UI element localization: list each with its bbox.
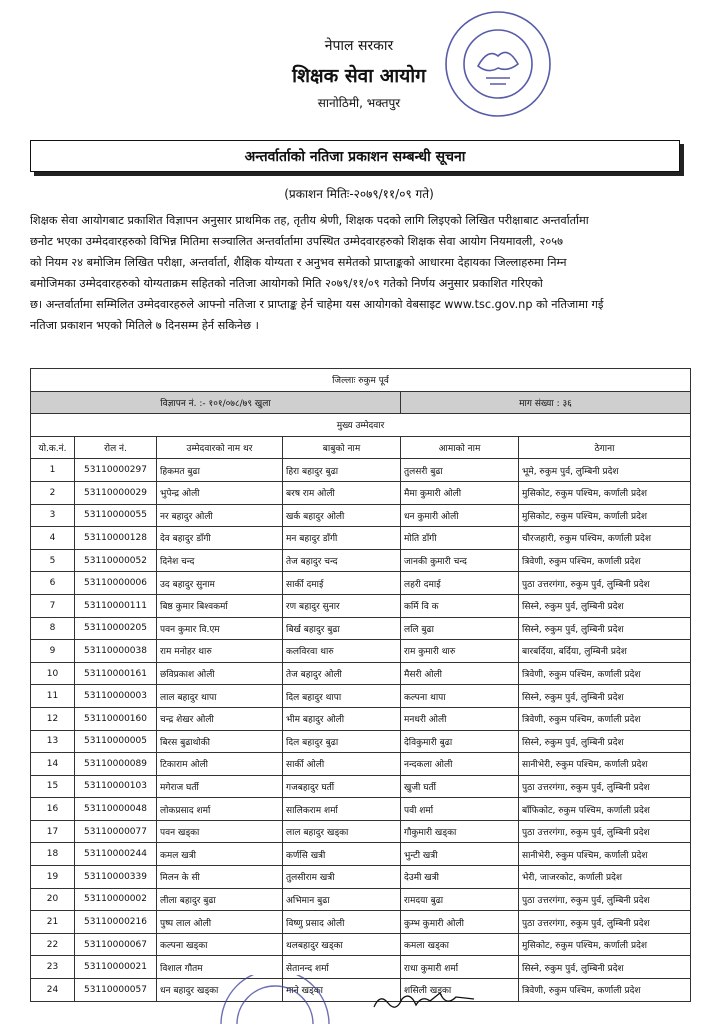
serial-cell: 6 (31, 572, 75, 595)
serial-cell: 11 (31, 685, 75, 708)
serial-cell: 5 (31, 549, 75, 572)
address-cell: बाँफिकोट, रुकुम पश्चिम, कर्णाली प्रदेश (519, 798, 691, 821)
paragraph-line: को नियम २४ बमोजिम लिखित परीक्षा, अन्तर्वार्ता, शैक्षिक योग्यता र अनुभव समेतको प्राप्ताङ्कको आधारमा देहायका जिल्लाहरुमा निम्न (30, 256, 567, 269)
candidate-name-cell: मिलन के सी (157, 866, 283, 889)
table-row (31, 911, 691, 934)
father-name-cell: गजबहादुर घर्ती (283, 775, 401, 798)
serial-cell: 12 (31, 707, 75, 730)
table-row (31, 685, 691, 708)
father-name-cell: कर्णसि खत्री (283, 843, 401, 866)
table-row (31, 549, 691, 572)
column-header: आमाको नाम (401, 436, 519, 459)
candidate-name-cell: बिरस बुढाथोकी (157, 730, 283, 753)
father-name-cell: दिल बहादुर बुढा (283, 730, 401, 753)
address-cell: पुठा उत्तरगंगा, रुकुम पुर्व, लुम्बिनी प्रदेश (519, 775, 691, 798)
roll-number-cell: 53110000339 (75, 866, 157, 889)
roll-number-cell: 53110000103 (75, 775, 157, 798)
official-seal-stamp (442, 8, 554, 120)
address-cell: सिस्ने, रुकुम पुर्व, लुम्बिनी प्रदेश (519, 685, 691, 708)
mother-name-cell: भुन्टी खत्री (401, 843, 519, 866)
address-cell: भेरी, जाजरकोट, कर्णाली प्रदेश (519, 866, 691, 889)
father-name-cell: दिल बहादुर थापा (283, 685, 401, 708)
father-name-cell: कलविरवा थारु (283, 640, 401, 663)
address-cell: भूमे, रुकुम पुर्व, लुम्बिनी प्रदेश (519, 459, 691, 482)
father-name-cell: सेतानन्द शर्मा (283, 956, 401, 979)
candidate-name-cell: कल्पना खड्का (157, 933, 283, 956)
table-row (31, 730, 691, 753)
father-name-cell: हिरा बहादुर बुढा (283, 459, 401, 482)
serial-cell: 21 (31, 911, 75, 934)
father-name-cell: रण बहादुर सुनार (283, 594, 401, 617)
table-row (31, 459, 691, 482)
address-cell: पुठा उत्तरगंगा, रुकुम पुर्व, लुम्बिनी प्रदेश (519, 911, 691, 934)
roll-number-cell: 53110000029 (75, 481, 157, 504)
advertisement-number: विज्ञापन नं. :- १०१/०७८/७९ खुला (31, 391, 401, 414)
father-name-cell: तेज बहादुर चन्द (283, 549, 401, 572)
roll-number-cell: 53110000021 (75, 956, 157, 979)
paragraph-line: बमोजिमका उम्मेदवारहरुको योग्यताक्रम सहितको नतिजा आयोगको मिति २०७९/११/०९ गतेको निर्णय अनुसार प्रकाशित गरिएको (30, 277, 543, 290)
roll-number-cell: 53110000128 (75, 527, 157, 550)
roll-number-cell: 53110000055 (75, 504, 157, 527)
roll-number-cell: 53110000077 (75, 820, 157, 843)
candidate-name-cell: नर बहादुर ओली (157, 504, 283, 527)
mother-name-cell: लहरी दमाई (401, 572, 519, 595)
candidate-name-cell: विशाल गौतम (157, 956, 283, 979)
mother-name-cell: गौकुमारी खड्का (401, 820, 519, 843)
section-title: मुख्य उम्मेदवार (31, 414, 691, 437)
mother-name-cell: पवी शर्मा (401, 798, 519, 821)
address-cell: त्रिवेणी, रुकुम पश्चिम, कर्णाली प्रदेश (519, 549, 691, 572)
father-name-cell: सार्की ओली (283, 753, 401, 776)
address-cell: सानीभेरी, रुकुम पश्चिम, कर्णाली प्रदेश (519, 753, 691, 776)
candidate-name-cell: लीला बहादुर बुढा (157, 888, 283, 911)
candidate-name-cell: छविप्रकाश ओली (157, 662, 283, 685)
candidate-name-cell: कमल खत्री (157, 843, 283, 866)
address-cell: सिस्ने, रुकुम पुर्व, लुम्बिनी प्रदेश (519, 594, 691, 617)
serial-cell: 1 (31, 459, 75, 482)
table-row (31, 753, 691, 776)
address-cell: सिस्ने, रुकुम पुर्व, लुम्बिनी प्रदेश (519, 730, 691, 753)
roll-number-cell: 53110000216 (75, 911, 157, 934)
serial-cell: 10 (31, 662, 75, 685)
roll-number-cell: 53110000111 (75, 594, 157, 617)
candidate-name-cell: दिनेश चन्द (157, 549, 283, 572)
father-name-cell: लाल बहादुर खड्का (283, 820, 401, 843)
column-header: यो.क.नं. (31, 436, 75, 459)
column-header: रोल नं. (75, 436, 157, 459)
candidate-name-cell: उद बहादुर सुनाम (157, 572, 283, 595)
candidate-name-cell: भुपेन्द्र ओली (157, 481, 283, 504)
roll-number-cell: 53110000038 (75, 640, 157, 663)
candidate-name-cell: मगेराज घर्ती (157, 775, 283, 798)
candidate-name-cell: पवन खड्का (157, 820, 283, 843)
table-row (31, 707, 691, 730)
header-government: नेपाल सरकार (324, 38, 394, 54)
table-row (31, 594, 691, 617)
roll-number-cell: 53110000089 (75, 753, 157, 776)
serial-cell: 17 (31, 820, 75, 843)
address-cell: मुसिकोट, रुकुम पश्चिम, कर्णाली प्रदेश (519, 481, 691, 504)
roll-number-cell: 53110000052 (75, 549, 157, 572)
publish-date: (प्रकाशन मितिः-२०७९/११/०९ गते) (284, 187, 434, 201)
roll-number-cell: 53110000006 (75, 572, 157, 595)
candidate-name-cell: देव बहादुर डाँगी (157, 527, 283, 550)
serial-cell: 23 (31, 956, 75, 979)
table-row (31, 820, 691, 843)
table-row (31, 843, 691, 866)
table-row (31, 866, 691, 889)
roll-number-cell: 53110000002 (75, 888, 157, 911)
roll-number-cell: 53110000005 (75, 730, 157, 753)
notice-title: अन्तर्वार्ताको नतिजा प्रकाशन सम्बन्धी सूचना (30, 140, 680, 172)
paragraph-line: शिक्षक सेवा आयोगबाट प्रकाशित विज्ञापन अनुसार प्राथमिक तह, तृतीय श्रेणी, शिक्षक पदको लागि लिइएको लिखित परीक्षाबाट अन्तर्वार्तामा (30, 214, 589, 227)
table-row (31, 888, 691, 911)
table-row (31, 798, 691, 821)
candidate-name-cell: पुष्प लाल ओली (157, 911, 283, 934)
serial-cell: 15 (31, 775, 75, 798)
mother-name-cell: ललि बुढा (401, 617, 519, 640)
address-cell: पुठा उत्तरगंगा, रुकुम पुर्व, लुम्बिनी प्रदेश (519, 820, 691, 843)
serial-cell: 16 (31, 798, 75, 821)
address-cell: पुठा उत्तरगंगा, रुकुम पुर्व, लुम्बिनी प्रदेश (519, 888, 691, 911)
table-row (31, 775, 691, 798)
mother-name-cell: मैमा कुमारी ओली (401, 481, 519, 504)
mother-name-cell: खुजी घर्ती (401, 775, 519, 798)
roll-number-cell: 53110000205 (75, 617, 157, 640)
bottom-seal-stamp (215, 975, 335, 1024)
serial-cell: 4 (31, 527, 75, 550)
table-row (31, 527, 691, 550)
address-cell: पुठा उत्तरगंगा, रुकुम पुर्व, लुम्बिनी प्रदेश (519, 572, 691, 595)
father-name-cell: सालिकराम शर्मा (283, 798, 401, 821)
table-row (31, 617, 691, 640)
paragraph-line: नतिजा प्रकाशन भएको मितिले ७ दिनसम्म हेर्न सकिनेछ । (30, 319, 259, 332)
roll-number-cell: 53110000067 (75, 933, 157, 956)
address-cell: त्रिवेणी, रुकुम पश्चिम, कर्णाली प्रदेश (519, 662, 691, 685)
father-name-cell: भीम बहादुर ओली (283, 707, 401, 730)
serial-cell: 9 (31, 640, 75, 663)
address-cell: त्रिवेणी, रुकुम पश्चिम, कर्णाली प्रदेश (519, 707, 691, 730)
roll-number-cell: 53110000161 (75, 662, 157, 685)
candidate-name-cell: राम मनोहर थारु (157, 640, 283, 663)
roll-number-cell: 53110000003 (75, 685, 157, 708)
column-header: बाबुको नाम (283, 436, 401, 459)
table-row (31, 956, 691, 979)
father-name-cell: तुलसीराम खत्री (283, 866, 401, 889)
address-cell: सानीभेरी, रुकुम पश्चिम, कर्णाली प्रदेश (519, 843, 691, 866)
address-cell: मुसिकोट, रुकुम पश्चिम, कर्णाली प्रदेश (519, 933, 691, 956)
candidate-name-cell: लोकप्रसाद शर्मा (157, 798, 283, 821)
roll-number-cell: 53110000297 (75, 459, 157, 482)
header-commission: शिक्षक सेवा आयोग (292, 65, 426, 87)
serial-cell: 20 (31, 888, 75, 911)
results-table (30, 368, 691, 1002)
father-name-cell: सार्की दमाई (283, 572, 401, 595)
candidate-name-cell: हिकमत बुढा (157, 459, 283, 482)
father-name-cell: मन बहादुर डाँगी (283, 527, 401, 550)
father-name-cell: बिर्ख बहादुर बुढा (283, 617, 401, 640)
demand-count: माग संख्या : ३६ (401, 391, 691, 414)
serial-cell: 13 (31, 730, 75, 753)
table-row (31, 481, 691, 504)
mother-name-cell: मैसरी ओली (401, 662, 519, 685)
table-row (31, 572, 691, 595)
address-cell: चौरजहारी, रुकुम पश्चिम, कर्णाली प्रदेश (519, 527, 691, 550)
mother-name-cell: कर्मि वि क (401, 594, 519, 617)
father-name-cell: तेज बहादुर ओली (283, 662, 401, 685)
mother-name-cell: जानकी कुमारी चन्द (401, 549, 519, 572)
roll-number-cell: 53110000048 (75, 798, 157, 821)
table-row (31, 662, 691, 685)
mother-name-cell: नन्दकला ओली (401, 753, 519, 776)
candidate-name-cell: बिष्ठ कुमार बिश्वकर्मा (157, 594, 283, 617)
father-name-cell: थलबहादुर खड्का (283, 933, 401, 956)
father-name-cell: बरष राम ओली (283, 481, 401, 504)
candidate-name-cell: लाल बहादुर थापा (157, 685, 283, 708)
serial-cell: 24 (31, 979, 75, 1002)
mother-name-cell: राम कुमारी थारु (401, 640, 519, 663)
table-row (31, 504, 691, 527)
candidate-name-cell: टिकाराम ओली (157, 753, 283, 776)
serial-cell: 7 (31, 594, 75, 617)
address-cell: सिस्ने, रुकुम पुर्व, लुम्बिनी प्रदेश (519, 617, 691, 640)
table-row (31, 933, 691, 956)
address-cell: त्रिवेणी, रुकुम पश्चिम, कर्णाली प्रदेश (519, 979, 691, 1002)
mother-name-cell: मनधरी ओली (401, 707, 519, 730)
serial-cell: 8 (31, 617, 75, 640)
roll-number-cell: 53110000057 (75, 979, 157, 1002)
mother-name-cell: कुम्भ कुमारी ओली (401, 911, 519, 934)
column-header: ठेगाना (519, 436, 691, 459)
serial-cell: 3 (31, 504, 75, 527)
candidate-name-cell: चन्द्र शेखर ओली (157, 707, 283, 730)
candidate-name-cell: धन बहादुर खड्का (157, 979, 283, 1002)
father-name-cell: विष्णु प्रसाद ओली (283, 911, 401, 934)
address-cell: मुसिकोट, रुकुम पश्चिम, कर्णाली प्रदेश (519, 504, 691, 527)
table-row (31, 640, 691, 663)
mother-name-cell: राधा कुमारी शर्मा (401, 956, 519, 979)
serial-cell: 2 (31, 481, 75, 504)
mother-name-cell: रामदया बुढा (401, 888, 519, 911)
father-name-cell: माने खड्का (283, 979, 401, 1002)
mother-name-cell: मोति डाँगी (401, 527, 519, 550)
paragraph-line: छ। अन्तर्वार्तामा सम्मिलित उम्मेदवारहरुले आफ्नो नतिजा र प्राप्ताङ्क हेर्न चाहेमा यस आयोगको वेबसाइट www.tsc.gov.np को नतिजामा गई (30, 298, 604, 311)
table-row (31, 979, 691, 1002)
candidate-name-cell: पवन कुमार वि.एम (157, 617, 283, 640)
serial-cell: 14 (31, 753, 75, 776)
mother-name-cell: देविकुमारी बुढा (401, 730, 519, 753)
serial-cell: 22 (31, 933, 75, 956)
roll-number-cell: 53110000160 (75, 707, 157, 730)
column-header-row (31, 436, 691, 459)
address-cell: सिस्ने, रुकुम पुर्व, लुम्बिनी प्रदेश (519, 956, 691, 979)
mother-name-cell: कल्पना थापा (401, 685, 519, 708)
serial-cell: 18 (31, 843, 75, 866)
district-name: जिल्लाः रुकुम पूर्व (31, 369, 691, 392)
notice-paragraph (30, 210, 690, 336)
mother-name-cell: तुलसरी बुढा (401, 459, 519, 482)
father-name-cell: खर्क बहादुर ओली (283, 504, 401, 527)
mother-name-cell: कमला खड्का (401, 933, 519, 956)
paragraph-line: छनोट भएका उम्मेदवारहरुको विभिन्न मितिमा सञ्चालित अन्तर्वार्तामा उपस्थित उम्मेदवारहरुको शिक्षक सेवा आयोग नियमावली, २०५७ (30, 235, 563, 248)
father-name-cell: अभिमान बुढा (283, 888, 401, 911)
address-cell: बारबर्दिया, बर्दिया, लुम्बिनी प्रदेश (519, 640, 691, 663)
mother-name-cell: देउमी खत्री (401, 866, 519, 889)
roll-number-cell: 53110000244 (75, 843, 157, 866)
header-address: सानोठिमी, भक्तपुर (317, 96, 401, 110)
column-header: उम्मेदवारको नाम थर (157, 436, 283, 459)
mother-name-cell: धन कुमारी ओली (401, 504, 519, 527)
signature (370, 985, 480, 1015)
serial-cell: 19 (31, 866, 75, 889)
mother-name-cell: शसिली खड्का (401, 979, 519, 1002)
